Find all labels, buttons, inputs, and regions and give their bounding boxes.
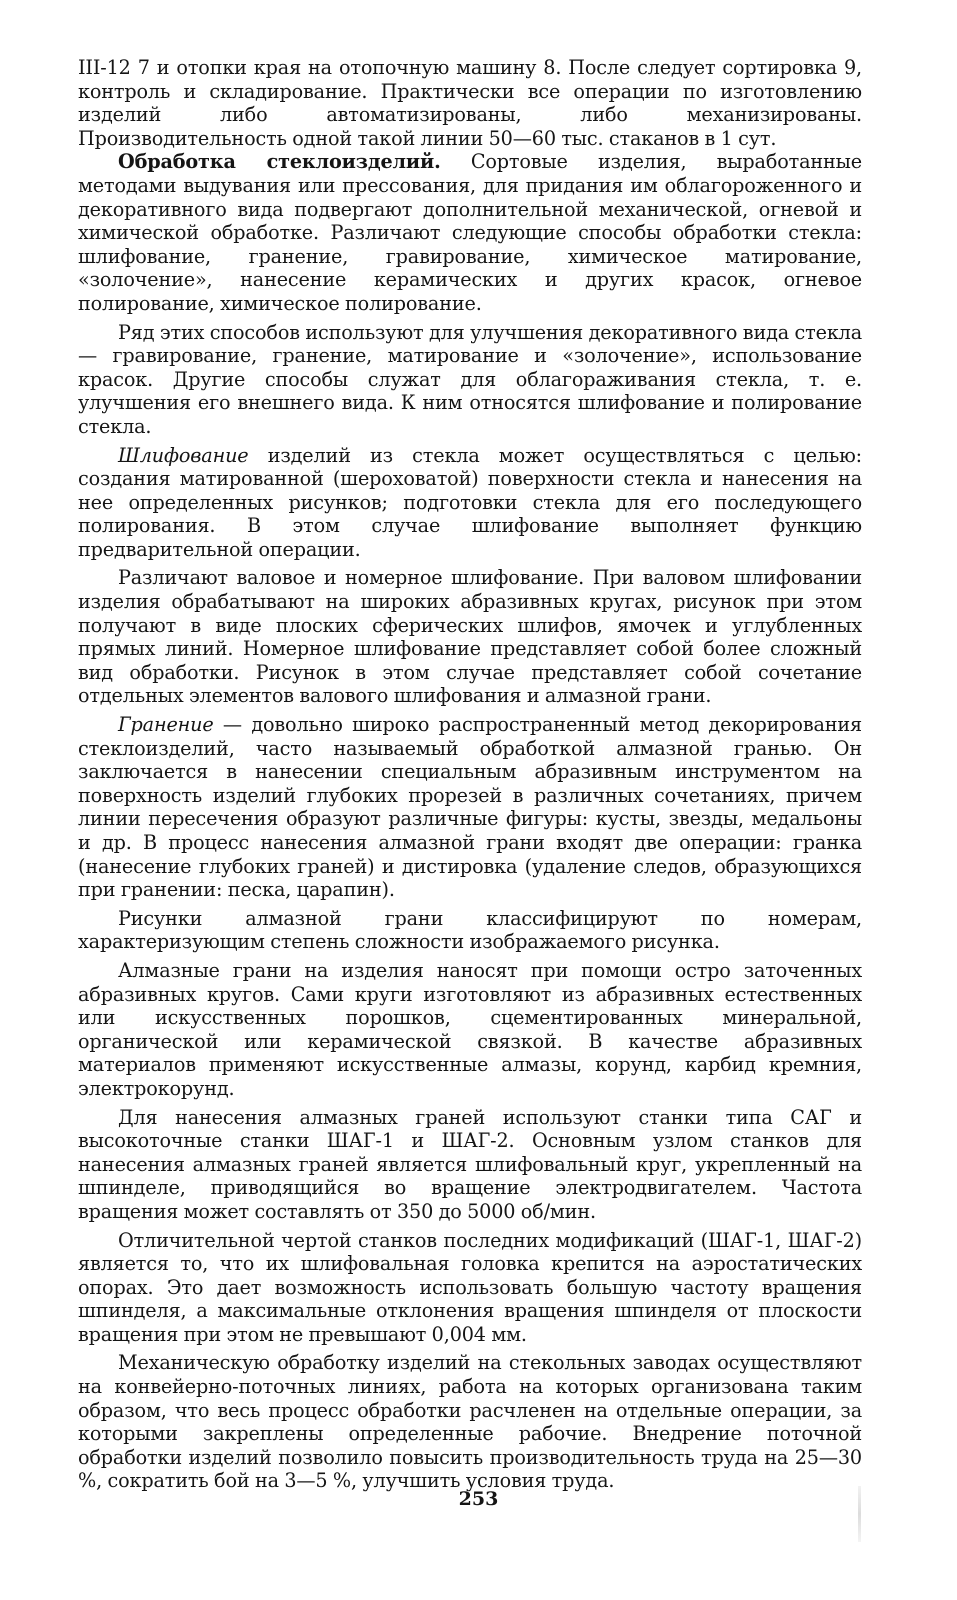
paragraph-text: Сортовые изделия, выработанные методами выдувания или прессования, для придания им облагороженного и декоративного вида подвергают дополнительной механической, огневой и химической обработке. Различают следующие способы обработки стекла: шлифование, гранение, гравирование, химическое матирование, «золочение», нанесение керамических и других красок, огневое полирование, химическое полирование.: [78, 150, 862, 315]
paragraph: [78, 444, 862, 562]
scan-edge-mark: [858, 1486, 861, 1542]
paragraph: [78, 959, 862, 1101]
paragraph-text: III-12 7 и отопки края на отопочную машину 8. После следует сортировка 9, контроль и складирование. Практически все операции по изготовлению изделий либо автоматизированы, либо механизированы. Производительность одной такой линии 50—60 тыс. стаканов в 1 сут.: [78, 56, 862, 150]
paragraph-text: Механическую обработку изделий на стекольных заводах осуществляют на конвейерно-поточных линиях, работа на которых организована таким образом, что весь процесс обработки расчленен на отдельные операции, за которыми закреплены определенные рабочие. Внедрение поточной обработки изделий позволило повысить производительность труда на 25—30 %, сократить бой на 3—5 %, улучшить условия труда.: [78, 1351, 862, 1493]
paragraph-text: Различают валовое и номерное шлифование. При валовом шлифовании изделия обрабатывают на широких абразивных кругах, рисунок при этом получают в виде плоских сферических шлифов, ямочек и углубленных прямых линий. Номерное шлифование представляет собой более сложный вид обработки. Рисунок в этом случае представляет собой сочетание отдельных элементов валового шлифования и алмазной грани.: [78, 566, 862, 708]
paragraph-text: Для нанесения алмазных граней используют станки типа САГ и высокоточные станки ШАГ-1 и ШАГ-2. Основным узлом станков для нанесения алмазных граней является шлифовальный круг, укрепленный на шпинделе, приводящийся во вращение электродвигателем. Частота вращения может составлять от 350 до 5000 об/мин.: [78, 1105, 862, 1223]
paragraph-text: Отличительной чертой станков последних модификаций (ШАГ-1, ШАГ-2) является то, что их шлифовальная головка крепится на аэростатических опорах. Это дает возможность использовать большую частоту вращения шпинделя, а максимальные отклонения вращения шпинделя от плоскости вращения при этом не превышают 0,004 мм.: [78, 1228, 862, 1346]
paragraph-text: Рисунки алмазной грани классифицируют по номерам, характеризующим степень сложности изображаемого рисунка.: [78, 906, 862, 954]
paragraph: [78, 713, 862, 902]
paragraph-text: Ряд этих способов используют для улучшения декоративного вида стекла — гравирование, гранение, матирование и «золочение», использование красок. Другие способы служат для облагораживания стекла, т. е. улучшения его внешнего вида. К ним относятся шлифование и полирование стекла.: [78, 320, 862, 438]
paragraph: [78, 150, 862, 315]
term-italic: Гранение: [118, 713, 214, 737]
term-italic: Шлифование: [118, 443, 249, 467]
paragraph-text: изделий из стекла может осуществляться с целью: создания матированной (шероховатой) поверхности стекла и нанесения на нее определенных рисунков; подготовки стекла для его последующего полирования. В этом случае шлифование выполняет функцию предварительной операции.: [78, 443, 862, 561]
paragraph-text: — довольно широко распространенный метод декорирования стеклоизделий, часто называемый обработкой алмазной гранью. Он заключается в нанесении специальным абразивным инструментом на поверхность изделий глубоких прорезей в различных сочетаниях, причем линии пересечения образуют различные фигуры: кусты, звезды, медальоны и др. В процесс нанесения алмазной грани входят две операции: гранка (нанесение глубоких граней) и дистировка (удаление следов, образующихся при гранении: песка, царапин).: [78, 713, 862, 902]
paragraph: [78, 321, 862, 439]
paragraph: [78, 1106, 862, 1224]
paragraph: [78, 566, 862, 708]
paragraph: [78, 1229, 862, 1347]
paragraph-text: Алмазные грани на изделия наносят при помощи остро заточенных абразивных кругов. Сами круги изготовляют из абразивных естественных или искусственных порошков, сцементированных минеральной, органической или керамической связкой. В качестве абразивных материалов применяют искусственные алмазы, корунд, карбид кремния, электрокорунд.: [78, 958, 862, 1100]
paragraph: [78, 56, 862, 150]
section-heading-inline: Обработка стеклоизделий.: [118, 150, 441, 174]
paragraph: [78, 907, 862, 954]
paragraph: [78, 1351, 862, 1493]
page-number: 253: [458, 1488, 499, 1510]
page-body: [78, 56, 862, 1493]
